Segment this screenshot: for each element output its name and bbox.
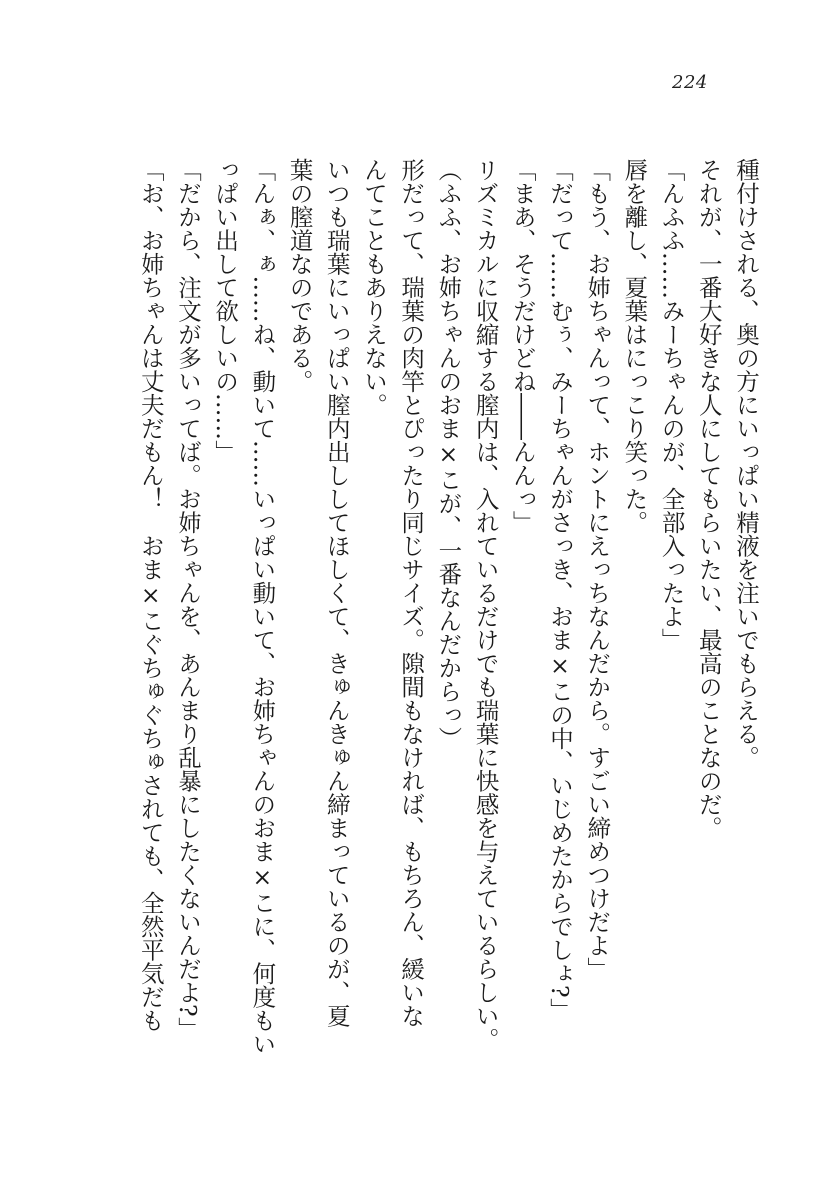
text-line: それが、一番大好きな人にしてもらいたい、最高のことなのだ。 xyxy=(694,158,723,840)
page-number: 224 xyxy=(672,72,708,93)
text-line: 形だって、瑞葉の肉竿とぴったり同じサイズ。隙間もなければ、もちろん、緩いな xyxy=(397,158,426,1028)
text-line: 「んぁ、ぁ……ね、動いて……いっぱい動いて、お姉ちゃんのおま×こに、何度もい xyxy=(248,158,277,1056)
text-line: 「だから、注文が多いってば。お姉ちゃんを、あんまり乱暴にしたくないんだよ?」 xyxy=(173,158,202,1041)
text-line: 「お、お姉ちゃんは丈夫だもん！ おま×こぐちゅぐちゅされても、全然平気だも xyxy=(136,158,165,1032)
text-line: 「んふふ……みーちゃんのが、全部入ったよ」 xyxy=(657,158,686,652)
text-line: っぱい出して欲しいの……」 xyxy=(211,158,240,464)
text-line: リズミカルに収縮する膣内は、入れているだけでも瑞葉に快感を与えているらしい。 xyxy=(471,158,500,1051)
text-line: んてこともありえない。 xyxy=(359,158,388,417)
text-line: 種付けされる、奥の方にいっぱい精液を注いでもらえる。 xyxy=(732,158,760,769)
text-line: 葉の膣道なのである。 xyxy=(285,158,314,393)
text-line: 唇を離し、夏葉はにっこり笑った。 xyxy=(620,158,649,534)
text-line: 「まあ、そうだけどね――んんっ」 xyxy=(508,158,537,534)
text-line: 「もう、お姉ちゃんって、ホントにえっちなんだから。すごい締めつけだよ」 xyxy=(583,158,612,981)
text-line: いつも瑞葉にいっぱい膣内出ししてほしくて、きゅんきゅん締まっているのが、夏 xyxy=(322,158,351,1028)
vertical-text-body xyxy=(104,158,764,1118)
text-line: （ふふ、お姉ちゃんのおま×こが、一番なんだからっ） xyxy=(434,158,463,750)
text-line: 「だって……むぅ、みーちゃんがさっき、おま×この中、いじめたからでしょ?」 xyxy=(545,158,574,1022)
